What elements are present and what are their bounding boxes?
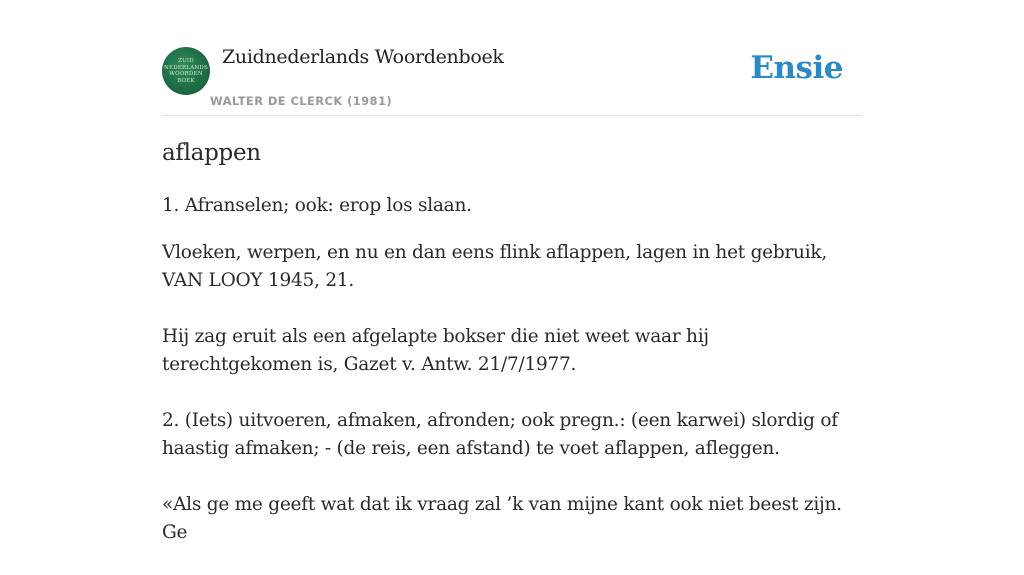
headword: aflappen [162,140,261,166]
logo-line: WOORDEN [169,71,203,77]
author-label: WALTER DE CLERCK (1981) [210,94,393,108]
example-1: Vloeken, werpen, en nu en dan eens flink aflappen, lagen in het gebruik, VAN LOOY 1945, 21. [162,242,827,291]
example-3: «Als ge me geeft wat dat ik vraag zal ’k van mijne kant ook niet beest zijn. Ge [162,494,842,543]
ensie-logo-link[interactable]: Ensie [750,50,843,86]
example-2: Hij zag eruit als een afgelapte bokser die niet weet waar hij terechtgekomen is, Gazet v. Antw. 21/7/1977. [162,326,709,375]
page [162,0,862,543]
logo-line: NEDERLANDS [163,64,208,71]
sense-1: 1. Afranselen; ook: erop los slaan. [162,195,472,216]
book-title-link[interactable]: Zuidnederlands Woordenboek [222,46,504,68]
logo-line: ZUID [178,58,194,64]
logo-line: BOEK [177,77,195,84]
sense-2: 2. (Iets) uitvoeren, afmaken, afronden; ook pregn.: (een karwei) slordig of haastig afmaken; - (de reis, een afstand) te voet aflappen, afleggen. [162,410,838,459]
header [162,0,862,116]
book-logo[interactable] [162,47,210,95]
definition [162,192,862,575]
